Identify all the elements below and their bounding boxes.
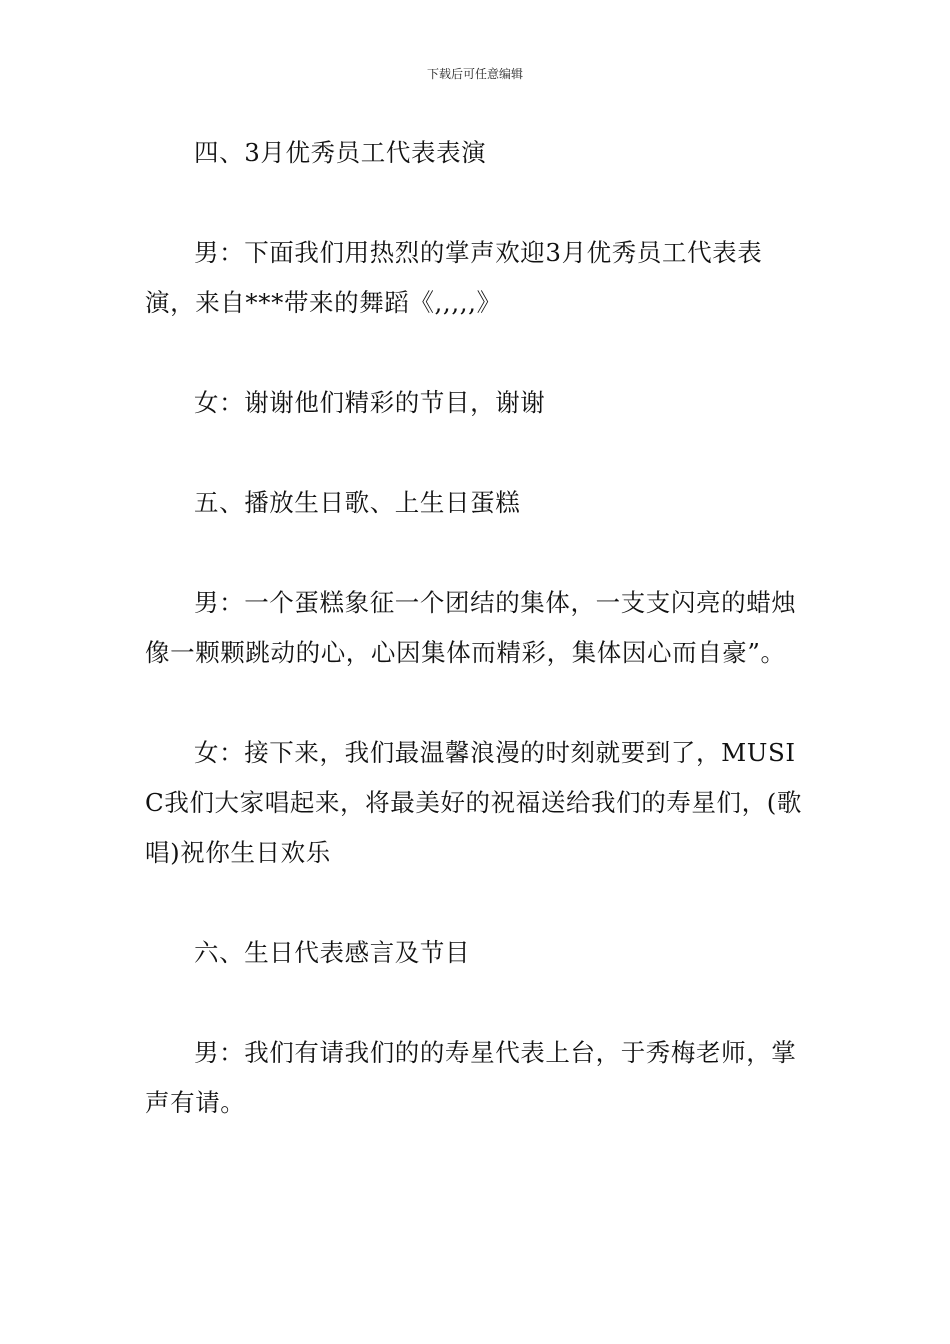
paragraph-spacer xyxy=(145,878,810,928)
section-heading-5: 五、播放生日歌、上生日蛋糕 xyxy=(194,488,521,517)
paragraph-spacer xyxy=(145,328,810,378)
male-host-line-3: 男：我们有请我们的的寿星代表上台，于秀梅老师，掌声有请。 xyxy=(145,1038,797,1117)
paragraph-spacer xyxy=(145,978,810,1028)
female-host-line-1: 女：谢谢他们精彩的节目，谢谢 xyxy=(194,388,546,417)
document-body xyxy=(145,128,810,1128)
section-heading-6: 六、生日代表感言及节目 xyxy=(194,938,471,967)
female-host-line-2: 女：接下来，我们最温馨浪漫的时刻就要到了，MUSIC我们大家唱起来，将最美好的祝福送给我们的寿星们，(歌唱)祝你生日欢乐 xyxy=(145,738,803,867)
paragraph-spacer xyxy=(145,428,810,478)
male-host-line-2: 男：一个蛋糕象征一个团结的集体，一支支闪亮的蜡烛像一颗颗跳动的心，心因集体而精彩，集体因心而自豪”。 xyxy=(145,588,797,667)
page-header: 下载后可任意编辑 xyxy=(426,67,523,81)
paragraph-spacer xyxy=(145,678,810,728)
paragraph-spacer xyxy=(145,178,810,228)
paragraph-spacer xyxy=(145,528,810,578)
section-heading-4: 四、3月优秀员工代表表演 xyxy=(194,138,487,167)
male-host-line-1: 男：下面我们用热烈的掌声欢迎3月优秀员工代表表演，来自***带来的舞蹈《,,,,,》 xyxy=(145,238,763,317)
